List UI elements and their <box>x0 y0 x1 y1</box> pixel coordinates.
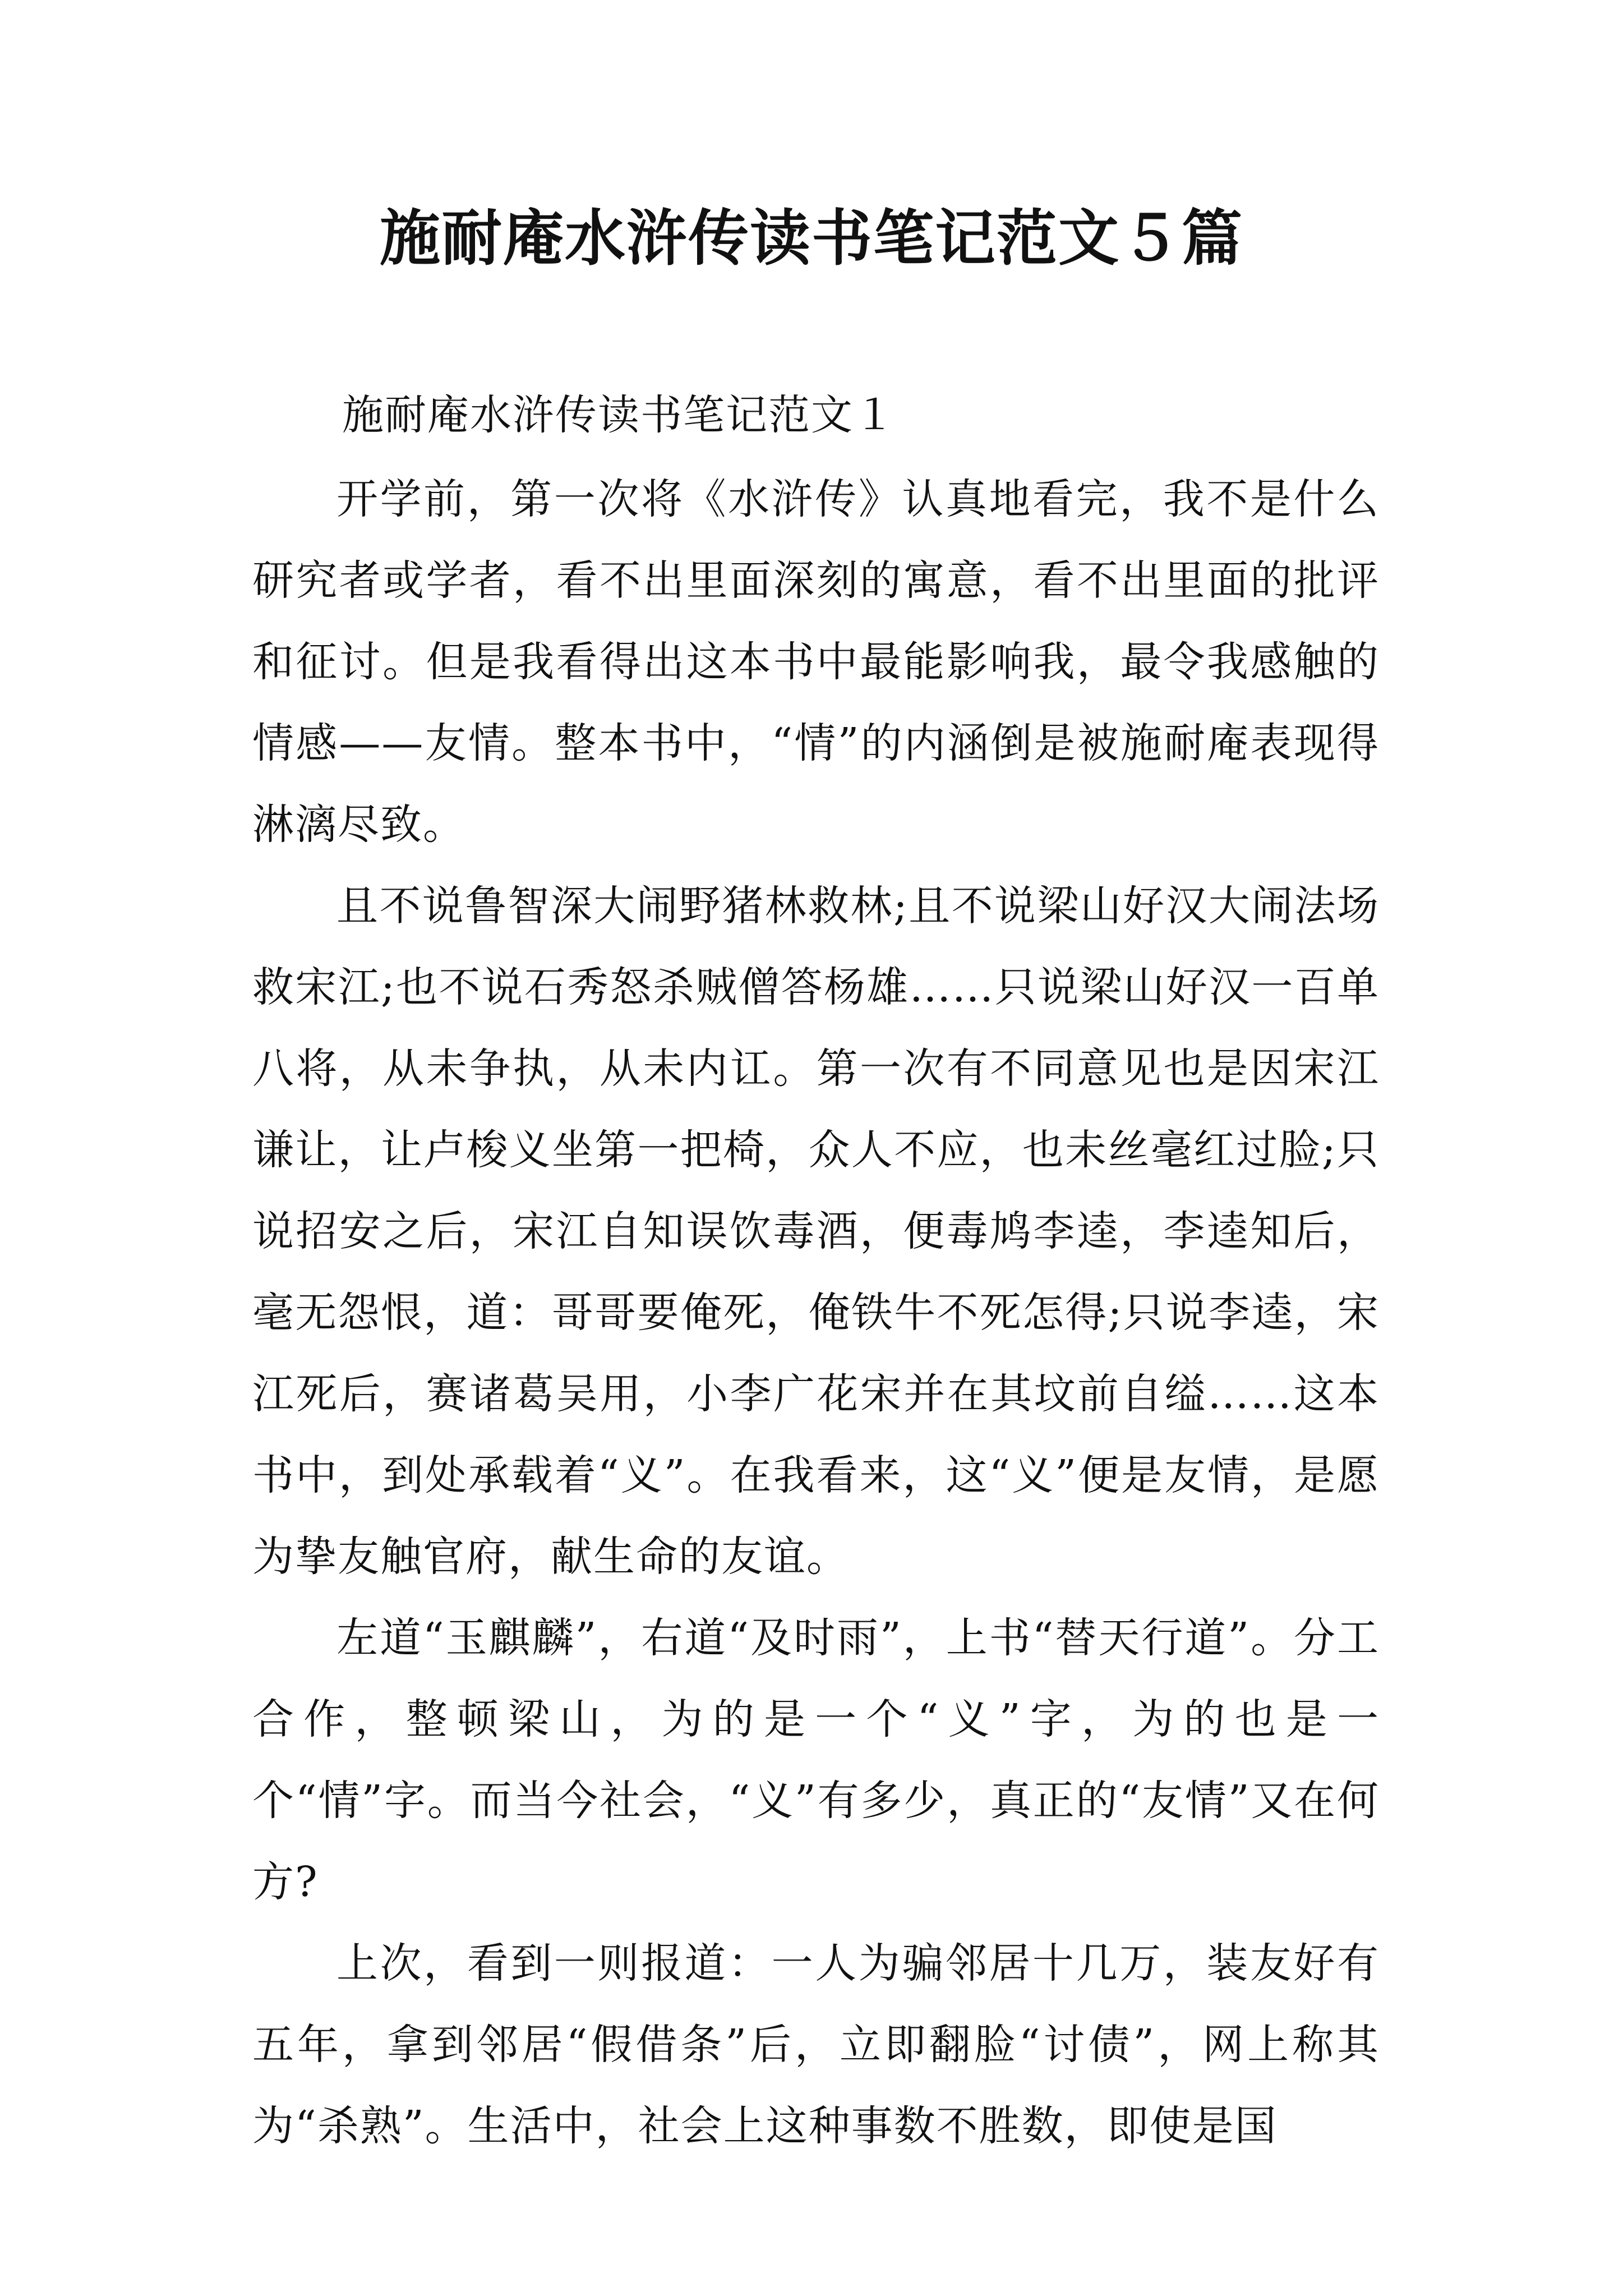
paragraph-3: 左道“玉麒麟”，右道“及时雨”，上书“替天行道”。分工合作，整顿梁山，为的是一个“义”字，为的也是一个“情”字。而当今社会，“义”有多少，真正的“友情”又在何方? <box>252 1614 1380 1906</box>
section-heading: 施耐庵水浒传读书笔记范文１ <box>342 391 896 439</box>
paragraph-1: 开学前，第一次将《水浒传》认真地看完，我不是什么研究者或学者，看不出里面深刻的寓意，看不出里面的批评和征讨。但是我看得出这本书中最能影响我，最令我感触的情感——友情。整本书中，“情”的内涵倒是被施耐庵表现得淋漓尽致。 <box>252 475 1380 849</box>
document-title: 施耐庵水浒传读书笔记范文５篇 <box>379 203 1243 274</box>
document-body <box>252 459 1380 2167</box>
paragraph-2: 且不说鲁智深大闹野猪林救林;且不说梁山好汉大闹法场救宋江;也不说石秀怒杀贼僧答杨雄……只说梁山好汉一百单八将，从未争执，从未内讧。第一次有不同意见也是因宋江谦让，让卢梭义坐第一把椅，众人不应，也未丝毫红过脸;只说招安之后，宋江自知误饮毒酒，便毒鸠李逵，李逵知后，毫无怨恨，道：哥哥要俺死，俺铁牛不死怎得;只说李逵，宋江死后，赛诸葛吴用，小李广花宋并在其坟前自缢……这本书中，到处承载着“义”。在我看来，这“义”便是友情，是愿为挚友触官府，献生命的友谊。 <box>252 882 1380 1581</box>
paragraph-4: 上次，看到一则报道：一人为骗邻居十几万，装友好有五年，拿到邻居“假借条”后，立即翻脸“讨债”，网上称其为“杀熟”。生活中，社会上这种事数不胜数，即使是国 <box>252 1939 1380 2150</box>
